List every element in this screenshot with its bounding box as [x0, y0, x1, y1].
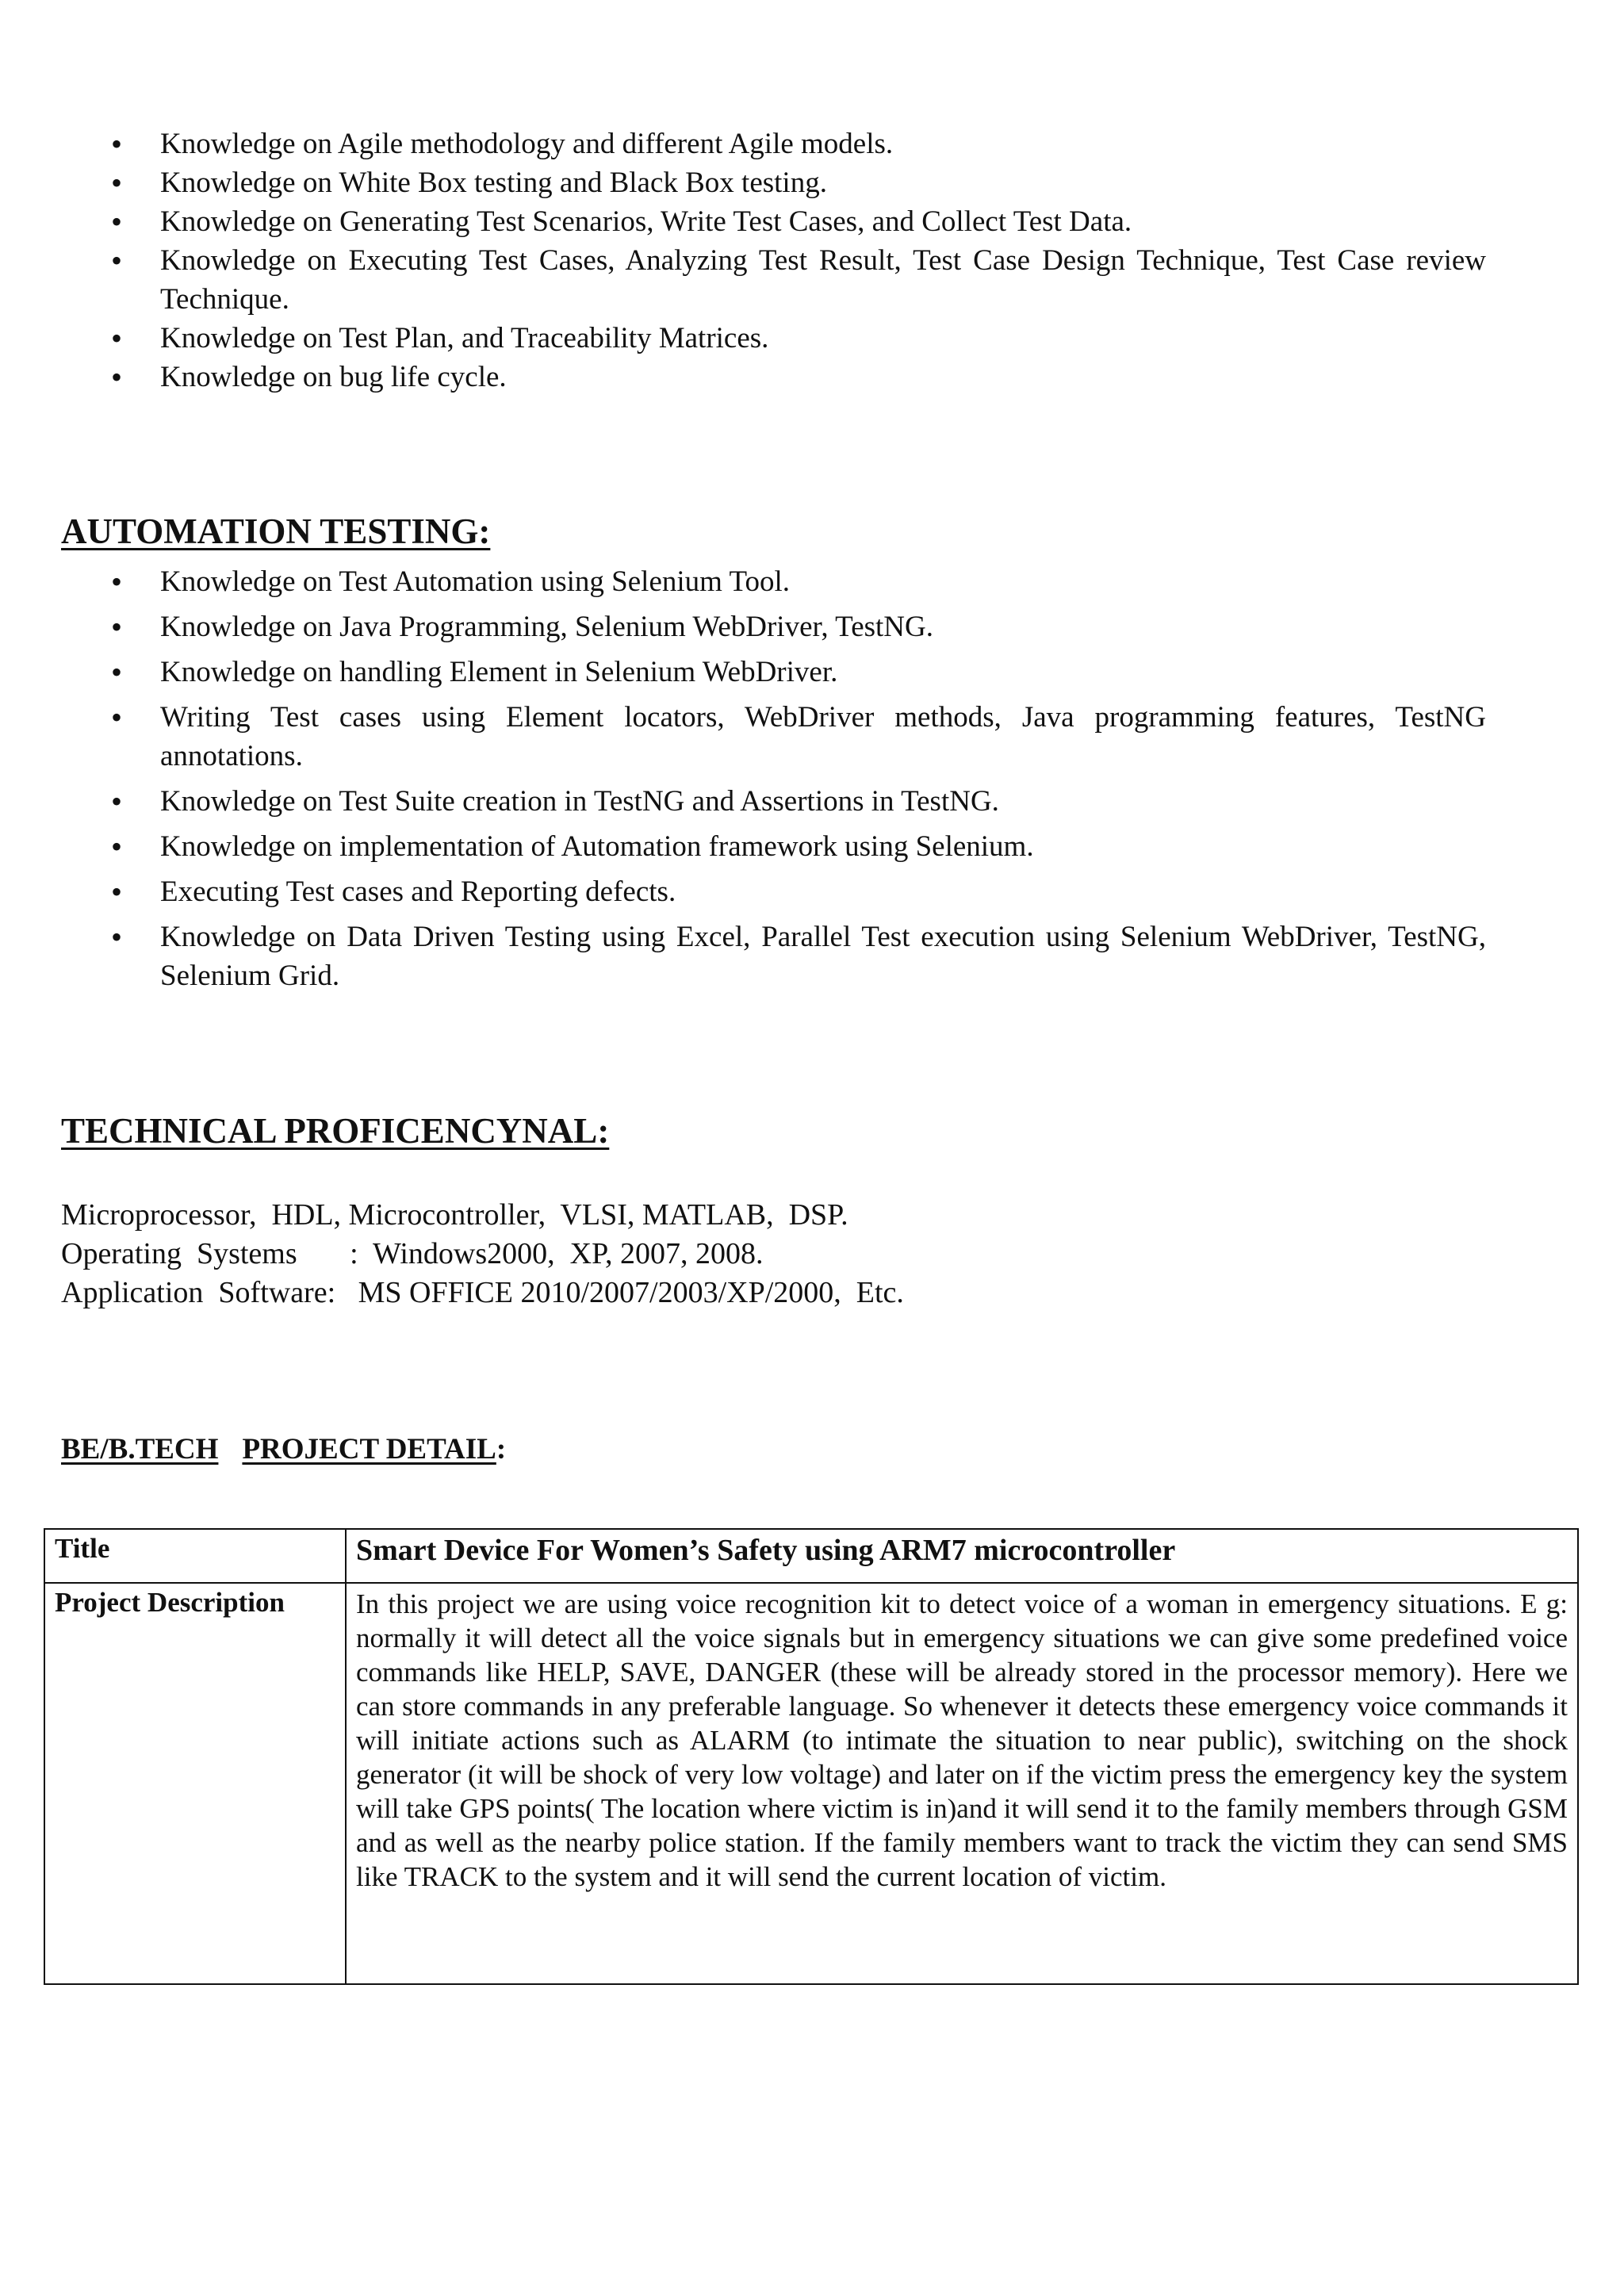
project-heading-colon: : [496, 1433, 507, 1466]
automation-list [0, 562, 1624, 1002]
table-row [44, 1583, 1578, 1984]
list-item: • Knowledge on Test Suite creation in TestNG and Assertions in TestNG. [0, 782, 1486, 821]
technical-proficiency-details [61, 1196, 904, 1312]
project-detail-heading [61, 1432, 506, 1466]
technical-proficiency-heading: TECHNICAL PROFICENCYNAL: [61, 1111, 610, 1151]
title-label: Title [44, 1529, 346, 1583]
list-item: • Knowledge on handling Element in Selenium WebDriver. [0, 653, 1486, 692]
project-heading-degree: BE/B.TECH [61, 1433, 219, 1466]
project-table [44, 1528, 1579, 1985]
title-value: Smart Device For Women’s Safety using ARM7 microcontroller [346, 1529, 1578, 1583]
description-label: Project Description [44, 1583, 346, 1984]
list-item: • Knowledge on Generating Test Scenarios, Write Test Cases, and Collect Test Data. [0, 202, 1486, 241]
list-item: • Knowledge on Java Programming, Selenium WebDriver, TestNG. [0, 607, 1486, 646]
list-item: • Knowledge on bug life cycle. [0, 358, 1486, 397]
list-item: • Knowledge on Test Automation using Selenium Tool. [0, 562, 1486, 601]
list-item: • Knowledge on White Box testing and Black Box testing. [0, 163, 1486, 202]
list-item: • Knowledge on Test Plan, and Traceability Matrices. [0, 319, 1486, 358]
list-item: • Knowledge on implementation of Automation framework using Selenium. [0, 827, 1486, 866]
list-item: • Executing Test cases and Reporting defects. [0, 872, 1486, 911]
automation-testing-heading: AUTOMATION TESTING: [61, 511, 491, 551]
list-item: • Knowledge on Agile methodology and different Agile models. [0, 125, 1486, 163]
list-item: • Knowledge on Data Driven Testing using Excel, Parallel Test execution using Selenium WebDriver, TestNG, Selenium Grid. [0, 918, 1486, 995]
tech-line-skills: Microprocessor, HDL, Microcontroller, VLSI, MATLAB, DSP. [61, 1198, 848, 1232]
tech-line-os: Operating Systems : Windows2000, XP, 2007, 2008. [61, 1237, 764, 1270]
knowledge-list [0, 125, 1624, 397]
table-row [44, 1529, 1578, 1583]
tech-line-software: Application Software: MS OFFICE 2010/2007/2003/XP/2000, Etc. [61, 1276, 904, 1309]
list-item: • Knowledge on Executing Test Cases, Analyzing Test Result, Test Case Design Technique, Test Case review Technique. [0, 241, 1486, 319]
description-value: In this project we are using voice recognition kit to detect voice of a woman in emergency situations. E g: normally it will detect all the voice signals but in emergency situations we can give some predefined voice commands like HELP, SAVE, DANGER (these will be already stored in the processor memory). Here we can store commands in any preferable language. So whenever it detects these emergency voice commands it will initiate actions such as ALARM (to intimate the situation to near public), switching on the shock generator (it will be shock of very low voltage) and later on if the victim press the emergency key the system will take GPS points( The location where victim is in)and it will send it to the family members through GSM and as well as the nearby police station. If the family members want to track the victim they can send SMS like TRACK to the system and it will send the current location of victim. [346, 1583, 1578, 1984]
list-item: • Writing Test cases using Element locators, WebDriver methods, Java programming features, TestNG annotations. [0, 698, 1486, 776]
project-heading-title: PROJECT DETAIL [242, 1433, 496, 1466]
